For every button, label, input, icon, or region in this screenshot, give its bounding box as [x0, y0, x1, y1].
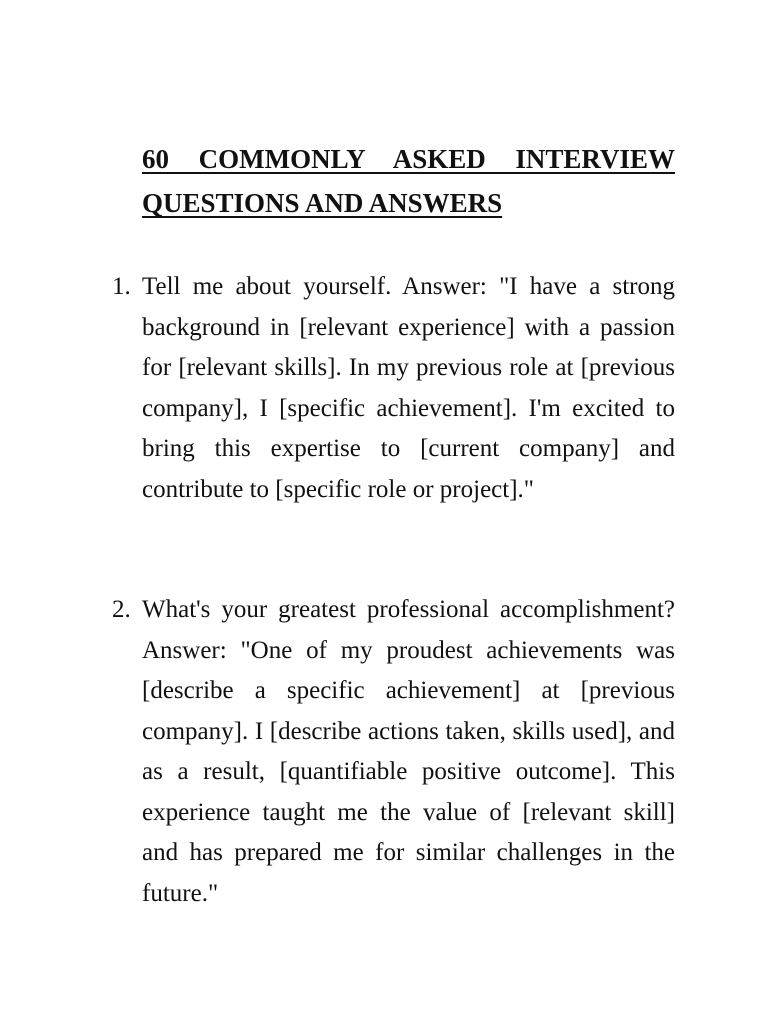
- item-number: 2.: [112, 596, 131, 623]
- item-text: Tell me about yourself. Answer: "I have a strong background in [relevant experience] with a passion for [relevant skills]. In my previous role at [previous company], I [specific achievement]. I'm excited to bring this expertise to [current company] and contribute to [specific role or project].": [142, 273, 675, 503]
- list-item: [112, 590, 675, 914]
- title-line-1: 60 COMMONLY ASKED INTERVIEW: [142, 144, 675, 174]
- title-line-2: QUESTIONS AND ANSWERS: [142, 188, 503, 218]
- list-item: [112, 267, 675, 510]
- item-number: 1.: [112, 273, 131, 300]
- item-text: What's your greatest professional accomplishment? Answer: "One of my proudest achievements was [describe a specific achievement] at [previous company]. I [describe actions taken, skills used], and as a result, [quantifiable positive outcome]. This experience taught me the value of [relevant skill] and has prepared me for similar challenges in the future.": [142, 596, 675, 907]
- document-title: [142, 137, 675, 225]
